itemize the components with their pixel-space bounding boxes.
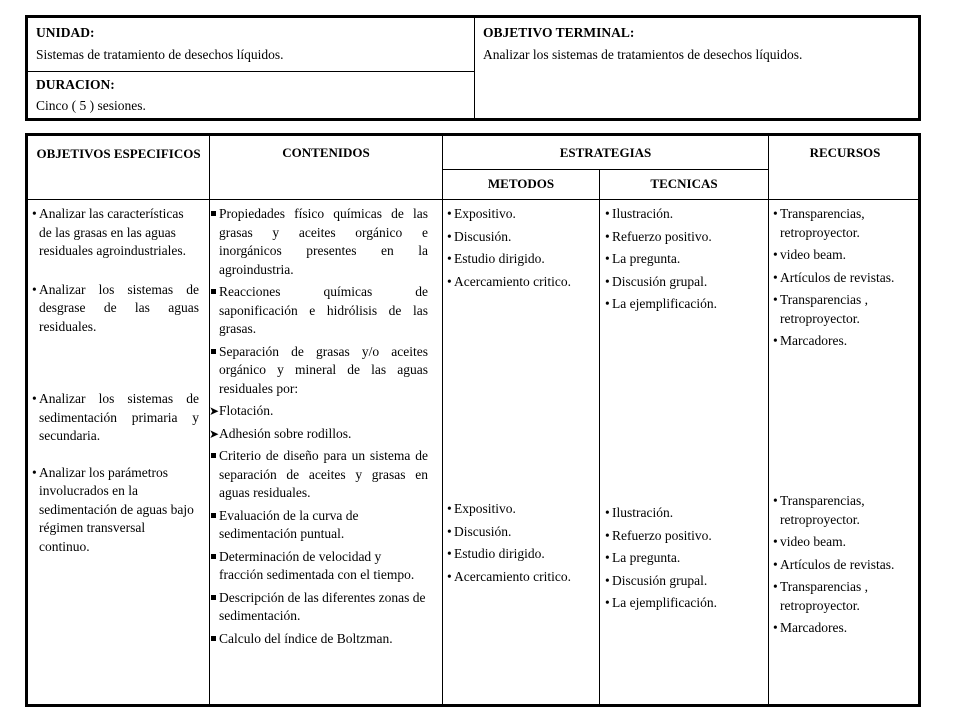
list-item: • Artículos de revistas.: [780, 269, 910, 288]
objetivo-terminal-label: OBJETIVO TERMINAL:: [483, 25, 635, 40]
list-item: • Ilustración.: [612, 205, 762, 224]
duracion-label: DURACION:: [36, 77, 115, 92]
tecnicas-column-2: [612, 504, 762, 613]
list-item: • Analizar los parámetros involucrados en la sedimentación de aguas bajo régimen transversal continuo.: [39, 464, 199, 557]
header-metodos: METODOS: [487, 176, 555, 191]
list-item: • Estudio dirigido.: [454, 545, 589, 564]
list-item: • Expositivo.: [454, 500, 589, 519]
list-item: • Estudio dirigido.: [454, 250, 589, 269]
duracion-value: Cinco ( 5 ) sesiones.: [36, 98, 146, 113]
header-objetivos: OBJETIVOS ESPECIFICOS: [36, 146, 201, 161]
unidad-label: UNIDAD:: [36, 25, 95, 40]
tecnicas-column-1: [612, 205, 762, 314]
divider: [768, 136, 769, 704]
list-item: • Artículos de revistas.: [780, 556, 910, 575]
list-item: • Transparencias, retroproyector.: [780, 205, 910, 242]
list-item: • La ejemplificación.: [612, 594, 762, 613]
unidad-cell: [28, 18, 474, 72]
list-item: • La pregunta.: [612, 250, 762, 269]
list-item: • Transparencias , retroproyector.: [780, 291, 910, 328]
list-item: • La ejemplificación.: [612, 295, 762, 314]
recursos-column-1: [780, 205, 910, 351]
unidad-value: Sistemas de tratamiento de desechos líquidos.: [36, 47, 284, 62]
divider: [442, 136, 443, 704]
list-item: ➤ Flotación.: [219, 402, 428, 421]
list-item: Separación de grasas y/o aceites orgánico y mineral de las aguas residuales por:: [219, 343, 428, 399]
list-item: • Acercamiento critico.: [454, 273, 589, 292]
list-item: Determinación de velocidad y fracción sedimentada con el tiempo.: [219, 548, 428, 585]
list-item: Calculo del índice de Boltzman.: [219, 630, 428, 649]
list-item: • Marcadores.: [780, 332, 910, 351]
contenidos-column: [219, 205, 428, 648]
header-tecnicas: TECNICAS: [650, 176, 718, 191]
metodos-column-1: [454, 205, 589, 291]
list-item: • Discusión.: [454, 228, 589, 247]
unit-left-column: [28, 18, 475, 118]
header-contenidos: CONTENIDOS: [282, 145, 370, 160]
unit-header-box: [25, 15, 921, 121]
list-item: • Refuerzo positivo.: [612, 527, 762, 546]
list-item: • Discusión.: [454, 523, 589, 542]
planning-table: [25, 133, 921, 707]
list-item: Descripción de las diferentes zonas de sedimentación.: [219, 589, 428, 626]
list-item: ➤ Adhesión sobre rodillos.: [219, 425, 428, 444]
objetivo-terminal-value: Analizar los sistemas de tratamientos de desechos líquidos.: [483, 47, 803, 62]
list-item: • La pregunta.: [612, 549, 762, 568]
divider: [28, 199, 918, 200]
list-item: • video beam.: [780, 246, 910, 265]
duracion-cell: [28, 72, 474, 118]
list-item: • Analizar los sistemas de desgrase de las aguas residuales.: [39, 281, 199, 337]
list-item: • Analizar las características de las grasas en las aguas residuales agroindustriales.: [39, 205, 199, 261]
list-item: • Transparencias , retroproyector.: [780, 578, 910, 615]
list-item: • Expositivo.: [454, 205, 589, 224]
header-recursos: RECURSOS: [809, 145, 881, 160]
list-item: Propiedades físico químicas de las grasas y aceites orgánico e inorgánicos presentes en la agroindustria.: [219, 205, 428, 279]
list-item: • Acercamiento critico.: [454, 568, 589, 587]
recursos-column-2: [780, 492, 910, 638]
list-item: Evaluación de la curva de sedimentación puntual.: [219, 507, 428, 544]
list-item: • Discusión grupal.: [612, 273, 762, 292]
list-item: • Ilustración.: [612, 504, 762, 523]
list-item: Reacciones químicas de saponificación e hidrólisis de las grasas.: [219, 283, 428, 339]
list-item: • Discusión grupal.: [612, 572, 762, 591]
list-item: • Refuerzo positivo.: [612, 228, 762, 247]
divider: [442, 169, 768, 170]
metodos-column-2: [454, 500, 589, 586]
header-estrategias: ESTRATEGIAS: [559, 145, 652, 160]
list-item: Criterio de diseño para un sistema de separación de aceites y grasas en aguas residuales.: [219, 447, 428, 503]
objetivos-column: [39, 205, 199, 556]
divider: [599, 169, 600, 704]
list-item: • video beam.: [780, 533, 910, 552]
list-item: • Marcadores.: [780, 619, 910, 638]
objetivo-terminal-cell: [475, 18, 918, 118]
list-item: • Transparencias, retroproyector.: [780, 492, 910, 529]
list-item: • Analizar los sistemas de sedimentación primaria y secundaria.: [39, 390, 199, 446]
